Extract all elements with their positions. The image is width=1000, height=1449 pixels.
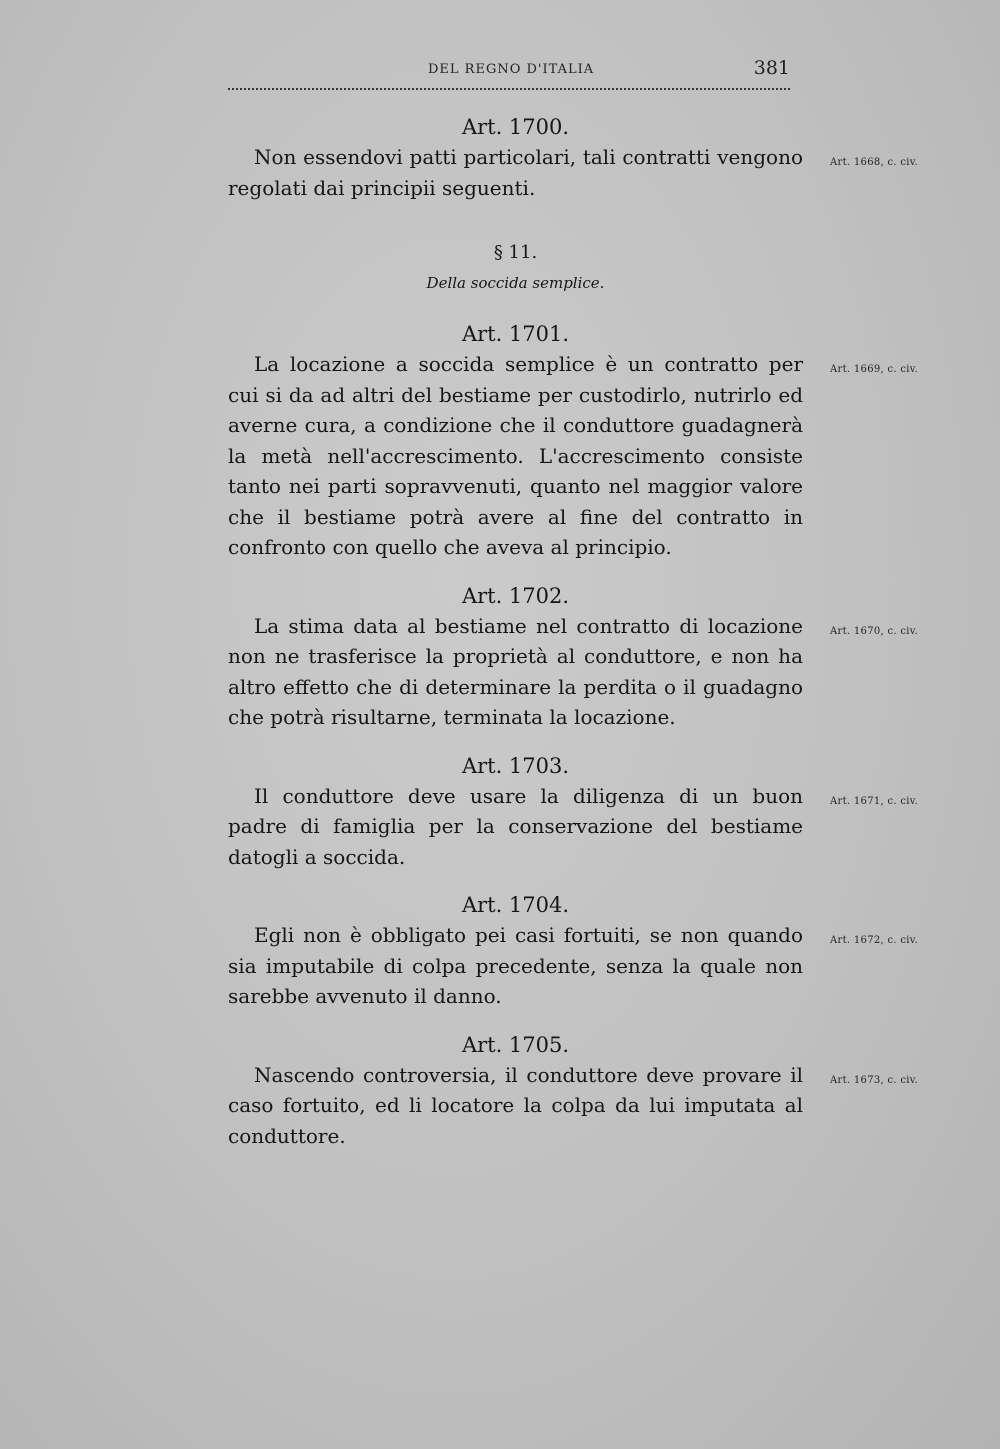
- article-title: Art. 1702.: [461, 583, 570, 608]
- section-subtitle: Della soccida semplice.: [426, 274, 605, 292]
- article-text: [228, 1060, 918, 1152]
- article-text-content: Il conduttore deve usare la diligenza di un buon padre di famiglia per la conservazione del bestiame datogli a soccida.: [228, 783, 803, 869]
- article-text-content: Nascendo controversia, il conduttore deve provare il caso fortuito, ed li locatore la colpa da lui imputata al conduttore.: [228, 1062, 803, 1148]
- margin-reference: Art. 1670, c. civ.: [830, 625, 918, 637]
- page-header: [228, 52, 790, 92]
- article-text: [228, 920, 918, 1012]
- article-title: Art. 1705.: [461, 1032, 570, 1057]
- margin-reference: Art. 1668, c. civ.: [830, 157, 918, 168]
- article-text-content: Non essendovi patti particolari, tali contratti vengono regolati dai principii seguenti.: [228, 145, 803, 200]
- header-rule: [228, 88, 790, 90]
- article-title: Art. 1700.: [461, 115, 570, 139]
- article-title: Art. 1701.: [461, 322, 570, 346]
- article-text: [228, 142, 918, 203]
- article-1704: [228, 890, 918, 1012]
- article-1705: [228, 1030, 918, 1152]
- article-text: [228, 349, 918, 563]
- article-text-content: La stima data al bestiame nel contratto di locazione non ne trasferisce la proprietà al conduttore, e non ha altro effetto che di determinare la perdita o il guadagno che potrà risultarne, terminata la locazione.: [228, 613, 803, 729]
- running-head: DEL REGNO D'ITALIA: [428, 62, 595, 77]
- section-heading: [228, 239, 803, 297]
- margin-reference: Art. 1671, c. civ.: [830, 795, 918, 807]
- margin-reference: Art. 1673, c. civ.: [830, 1074, 918, 1086]
- article-text: [228, 781, 918, 873]
- page-body: [228, 112, 918, 1169]
- article-1703: [228, 751, 918, 873]
- article-title: Art. 1704.: [461, 893, 570, 917]
- article-1700: [228, 112, 918, 203]
- article-text-content: Egli non è obbligato pei casi fortuiti, se non quando sia imputabile di colpa precedente, senza la quale non sarebbe avvenuto il danno.: [228, 923, 803, 1008]
- section-number: § 11.: [493, 242, 538, 263]
- article-text: [228, 611, 918, 733]
- margin-reference: Art. 1672, c. civ.: [830, 935, 918, 946]
- margin-reference: Art. 1669, c. civ.: [830, 364, 918, 375]
- article-1701: [228, 319, 918, 563]
- article-text-content: La locazione a soccida semplice è un contratto per cui si da ad altri del bestiame per custodirlo, nutrirlo ed averne cura, a condizione che il conduttore guadagnerà la metà nell'accrescimento. L'accrescimento consiste tanto nei parti sopravvenuti, quanto nel maggior valore che il bestiame potrà avere al fine del contratto in confronto con quello che aveva al principio.: [228, 352, 803, 559]
- article-title: Art. 1703.: [461, 753, 570, 778]
- page-number: 381: [753, 57, 790, 79]
- article-1702: [228, 581, 918, 733]
